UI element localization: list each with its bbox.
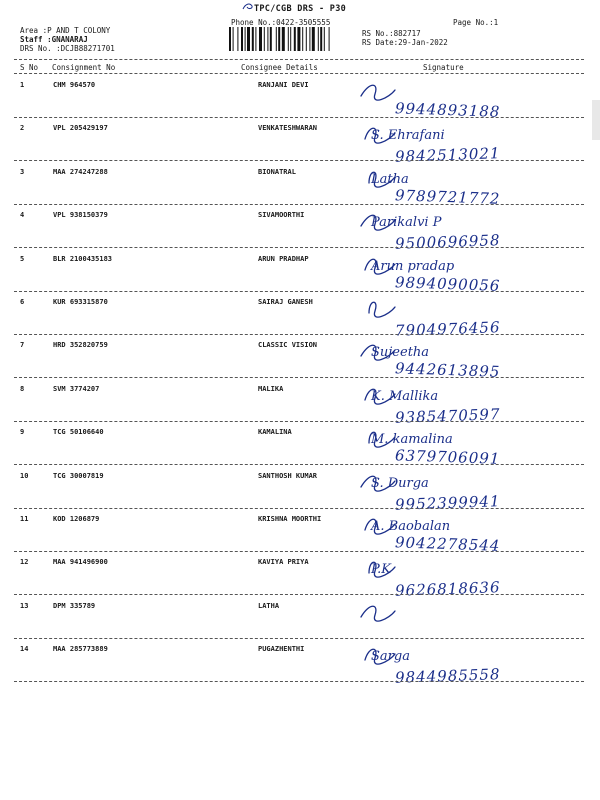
row-sno: 4 (20, 211, 25, 220)
col-sno: S No (20, 63, 39, 72)
barcode-icon (229, 27, 355, 51)
signature-phone: 9626818636 (394, 578, 501, 601)
consignment-row (0, 252, 600, 296)
row-consignee: MALIKA (258, 384, 284, 393)
row-consignee: CLASSIC VISION (258, 341, 318, 350)
row-consignee: SANTHOSH KUMAR (258, 471, 318, 480)
row-consignee: BIONATRAL (258, 167, 296, 176)
signature-name: S. Ehrafani (371, 128, 445, 144)
signature-phone: 9944893188 (394, 99, 501, 121)
row-sno: 7 (20, 341, 25, 350)
row-divider (14, 638, 584, 639)
row-consignee: VENKATESHWARAN (258, 124, 318, 133)
row-divider (14, 247, 584, 248)
consignment-row (0, 642, 600, 686)
row-consignment-no: TCG 30007819 (53, 471, 104, 480)
signature-phone: 9042278544 (394, 533, 501, 555)
signature-phone: 9894090056 (394, 272, 501, 295)
row-sno: 8 (20, 384, 25, 393)
row-sno: 11 (20, 515, 29, 523)
header-rule-bottom (14, 73, 584, 74)
phone-number: Phone No.:0422-3505555 (231, 18, 331, 27)
signature-phone: 9500696958 (394, 231, 501, 253)
row-sno: 6 (20, 298, 25, 306)
row-consignment-no: KOD 1206879 (53, 515, 100, 523)
signature-name: P.K (371, 562, 391, 578)
row-sno: 3 (20, 167, 25, 176)
row-consignee: PUGAZHENTHI (258, 645, 305, 654)
signature-phone: 9789721772 (394, 186, 501, 208)
row-divider (14, 334, 584, 335)
row-consignment-no: BLR 2100435183 (53, 254, 113, 263)
row-consignment-no: MAA 285773889 (53, 645, 108, 654)
row-consignment-no: MAA 274247288 (53, 167, 108, 176)
row-sno: 9 (20, 428, 25, 437)
page-number: Page No.:1 (453, 18, 499, 27)
consignment-row (0, 121, 600, 165)
row-divider (14, 377, 584, 378)
row-sno: 5 (20, 254, 25, 263)
signature-name: Sarga (371, 649, 410, 665)
row-consignment-no: HRD 352820759 (53, 341, 108, 350)
signature-name: A. Baobalan (371, 519, 451, 534)
signature-name: Arun pradap (371, 258, 455, 274)
row-divider (14, 117, 584, 118)
row-sno: 13 (20, 601, 29, 610)
row-divider (14, 508, 584, 509)
row-consignment-no: MAA 941496900 (53, 558, 108, 567)
signature-name: S. Durga (371, 475, 429, 491)
consignment-row (0, 555, 600, 599)
row-consignee: SAIRAJ GANESH (258, 298, 313, 306)
row-consignment-no: TCG 50106640 (53, 428, 104, 437)
signature-phone: 9385470597 (394, 404, 501, 427)
consignment-row (0, 208, 600, 252)
row-consignee: ARUN PRADHAP (258, 254, 309, 263)
signature-phone: 9842513021 (394, 144, 501, 167)
row-consignee: KAMALINA (258, 428, 292, 437)
rs-date: RS Date:29-Jan-2022 (362, 38, 448, 47)
consignment-row (0, 295, 600, 339)
signature-name: Parikalvi P (371, 215, 442, 231)
rs-number: RS No.:882717 (362, 29, 421, 38)
row-divider (14, 594, 584, 595)
row-divider (14, 160, 584, 161)
row-consignment-no: CHM 964570 (53, 81, 96, 89)
consignment-row (0, 599, 600, 643)
signature-phone: 9844985558 (394, 665, 501, 687)
consignment-row (0, 165, 600, 209)
consignment-row (0, 425, 600, 469)
signature-phone: 9442613895 (394, 359, 501, 382)
row-divider (14, 291, 584, 292)
signature-name: Latha (371, 171, 409, 187)
signature-name: Sujeetha (371, 345, 430, 361)
row-divider (14, 204, 584, 205)
consignment-row (0, 78, 600, 122)
row-divider (14, 681, 584, 682)
row-consignee: KAVIYA PRIYA (258, 558, 309, 567)
row-divider (14, 551, 584, 552)
signature-phone: 7904976456 (394, 318, 501, 340)
drs-number: DRS No. :DCJB88271701 (20, 44, 115, 53)
consignment-row (0, 382, 600, 426)
staff-label: Staff :GNANARAJ (20, 35, 88, 44)
row-divider (14, 421, 584, 422)
row-sno: 1 (20, 81, 25, 89)
row-consignment-no: SVM 3774207 (53, 384, 100, 393)
row-sno: 2 (20, 124, 25, 133)
row-consignee: SIVAMOORTHI (258, 211, 305, 220)
row-sno: 14 (20, 645, 29, 654)
row-sno: 12 (20, 558, 29, 567)
signature-name: K. Mallika (371, 388, 439, 404)
signature-phone: 6379706091 (394, 446, 501, 469)
consignment-row (0, 512, 600, 556)
document-title: TPC/CGB DRS - P30 (253, 4, 347, 14)
col-consignee: Consignee Details (241, 63, 318, 72)
area-label: Area :P AND T COLONY (20, 26, 111, 35)
scan-edge-mark (592, 100, 600, 140)
col-signature: Signature (423, 63, 464, 72)
row-consignee: KRISHNA MOORTHI (258, 515, 322, 523)
signature-name: M. kamalina (371, 432, 453, 448)
row-consignee: LATHA (258, 601, 280, 610)
row-divider (14, 464, 584, 465)
row-consignment-no: VPL 205429197 (53, 124, 108, 133)
row-consignment-no: KUR 693315870 (53, 298, 108, 306)
consignment-row (0, 469, 600, 513)
row-sno: 10 (20, 471, 29, 480)
consignment-row (0, 338, 600, 382)
row-consignee: RANJANI DEVI (258, 81, 309, 89)
row-consignment-no: VPL 938150379 (53, 211, 108, 220)
row-consignment-no: DPM 335789 (53, 601, 96, 610)
col-consignment: Consignment No (52, 63, 116, 72)
header-rule-top (14, 59, 584, 60)
signature-phone: 9952399941 (394, 491, 501, 514)
